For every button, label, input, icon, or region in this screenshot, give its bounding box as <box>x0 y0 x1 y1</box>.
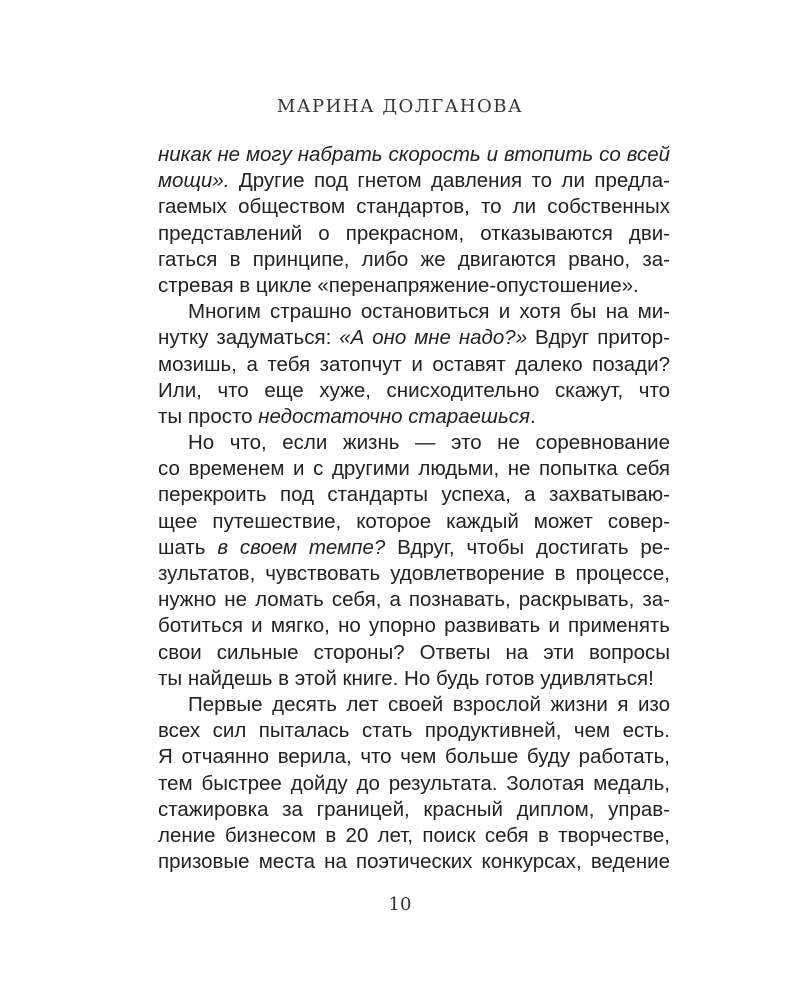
text-segment: ты найдешь в этой книге. Но будь готов удивляться! <box>158 666 654 690</box>
text-segment: Вдруг притор- <box>527 326 670 350</box>
text-segment: гаться в принципе, либо же двигаются рвано, за- <box>158 247 670 271</box>
text-line <box>158 561 670 587</box>
text-line <box>158 535 670 561</box>
text-segment: Или, что еще хуже, снисходительно скажут, что <box>158 378 670 402</box>
italic-text: мощи». <box>158 169 230 193</box>
text-segment: перекроить под стандарты успеха, а захватываю- <box>158 483 670 507</box>
paragraph <box>158 299 670 430</box>
text-segment: со временем и с другими людьми, не попытка себя <box>158 457 670 481</box>
text-line <box>158 482 670 508</box>
text-line <box>158 849 670 875</box>
text-line <box>158 247 670 273</box>
text-line <box>158 299 670 325</box>
body-text <box>158 142 670 875</box>
paragraph <box>158 430 670 692</box>
text-line <box>158 325 670 351</box>
text-segment: гаемых обществом стандартов, то ли собственных <box>158 195 670 219</box>
text-line <box>158 640 670 666</box>
text-line <box>158 797 670 823</box>
text-line <box>158 456 670 482</box>
text-segment: шать <box>158 535 218 559</box>
text-line <box>158 404 670 430</box>
text-segment: Но что, если жизнь — это не соревнование <box>188 431 670 455</box>
text-segment: . <box>529 404 536 428</box>
text-line <box>158 352 670 378</box>
text-line <box>158 378 670 404</box>
italic-text: недостаточно стараешься <box>258 404 530 428</box>
text-line <box>158 221 670 247</box>
text-segment: стажировка за границей, красный диплом, управ- <box>158 797 670 821</box>
text-line <box>158 509 670 535</box>
text-segment: всех сил пыталась стать продуктивней, чем есть. <box>158 719 670 743</box>
text-line <box>158 430 670 456</box>
text-line <box>158 666 670 692</box>
text-segment: ты просто <box>158 404 259 428</box>
text-line <box>158 823 670 849</box>
text-segment: нутку задуматься: <box>158 326 340 350</box>
text-segment: призовые места на поэтических конкурсах, ведение <box>158 850 670 874</box>
text-segment: Другие под гнетом давления то ли предла- <box>229 169 670 193</box>
text-line <box>158 142 670 168</box>
text-segment: щее путешествие, которое каждый может совер- <box>158 509 670 533</box>
running-head: МАРИНА ДОЛГАНОВА <box>276 96 524 117</box>
italic-text: никак не могу набрать скорость и втопить со всей <box>158 143 670 166</box>
text-segment: свои сильные стороны? Ответы на эти вопросы <box>158 640 670 664</box>
text-segment: Я отчаянно верила, что чем больше буду работать, <box>158 745 670 769</box>
italic-text: «А оно мне надо?» <box>339 326 528 350</box>
text-segment: Вдруг, чтобы достигать ре- <box>385 535 670 559</box>
text-line <box>158 194 670 220</box>
page-number: 10 <box>388 894 412 915</box>
text-line <box>158 168 670 194</box>
text-segment: мозишь, а тебя затопчут и оставят далеко позади? <box>158 352 670 376</box>
text-line <box>158 273 670 299</box>
text-line <box>158 718 670 744</box>
text-segment: нужно не ломать себя, а познавать, раскрывать, за- <box>158 588 670 612</box>
text-segment: Многим страшно остановиться и хотя бы на ми- <box>188 300 670 324</box>
text-line <box>158 692 670 718</box>
paragraph <box>158 692 670 875</box>
text-segment: ботиться и мягко, но упорно развивать и применять <box>158 614 670 638</box>
text-segment: представлений о прекрасном, отказываются дви- <box>158 221 670 245</box>
text-line <box>158 587 670 613</box>
text-line <box>158 613 670 639</box>
text-segment: ление бизнесом в 20 лет, поиск себя в творчестве, <box>158 823 670 847</box>
paragraph <box>158 142 670 299</box>
italic-text: в своем темпе? <box>217 535 386 559</box>
text-line <box>158 744 670 770</box>
text-line <box>158 771 670 797</box>
text-segment: Первые десять лет своей взрослой жизни я изо <box>188 692 670 716</box>
text-segment: зультатов, чувствовать удовлетворение в процессе, <box>158 562 670 585</box>
text-segment: тем быстрее дойду до результата. Золотая медаль, <box>158 771 670 795</box>
text-segment: стревая в цикле «перенапряжение-опустошение». <box>158 273 639 297</box>
